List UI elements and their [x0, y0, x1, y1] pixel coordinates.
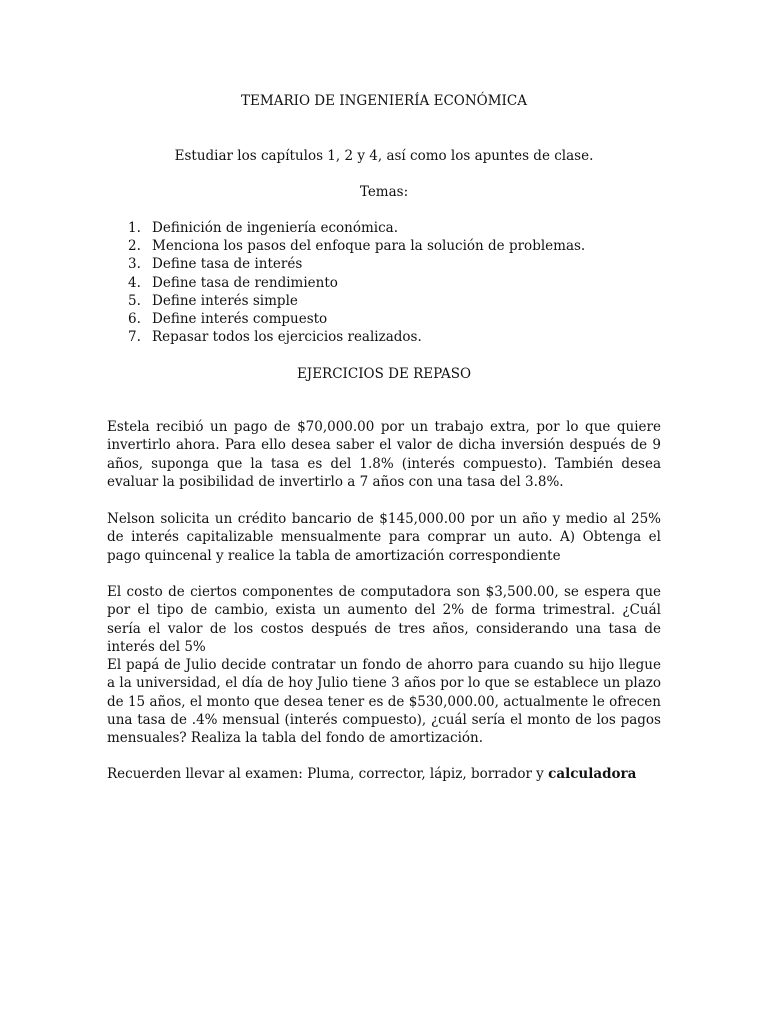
- list-item: [128, 237, 585, 255]
- list-item-text: Define tasa de rendimiento: [152, 274, 338, 291]
- list-item-text: Repasar todos los ejercicios realizados.: [152, 329, 422, 346]
- list-item-number: 3.: [128, 256, 141, 273]
- list-item: [128, 274, 585, 292]
- list-item-text: Definición de ingeniería económica.: [152, 220, 399, 236]
- exercises-heading: EJERCICIOS DE REPASO: [296, 366, 472, 382]
- reminder-text: Recuerden llevar al examen: Pluma, corrector, lápiz, borrador y: [107, 766, 549, 782]
- list-item-number: 4.: [128, 274, 141, 291]
- list-item-number: 7.: [128, 329, 141, 346]
- list-item-number: 2.: [128, 238, 141, 255]
- exercise-paragraph: Estela recibió un pago de $70,000.00 por un trabajo extra, por lo que quiere invertirlo ahora. Para ello desea saber el valor de dicha inversión después de 9 años, suponga que la tasa es del 1.8% (interés compuesto). También desea evaluar la posibilidad de invertirlo a 7 años con una tasa del 3.8%.: [107, 419, 661, 490]
- list-item-text: Menciona los pasos del enfoque para la solución de problemas.: [152, 238, 586, 255]
- list-item: [128, 255, 585, 273]
- list-item-text: Define tasa de interés: [152, 256, 303, 273]
- list-item-text: Define interés compuesto: [152, 311, 328, 328]
- list-item-text: Define interés simple: [152, 292, 298, 309]
- exercise-paragraph: Nelson solicita un crédito bancario de $145,000.00 por un año y medio al 25% de interés capitalizable mensualmente para comprar un auto. A) Obtenga el pago quincenal y realice la tabla de amortización correspondiente: [107, 511, 661, 564]
- list-item: [128, 219, 585, 237]
- list-item-number: 5.: [128, 292, 141, 309]
- list-item: [128, 310, 585, 328]
- intro-text: Estudiar los capítulos 1, 2 y 4, así como los apuntes de clase.: [174, 148, 594, 164]
- list-item: [128, 328, 585, 346]
- topics-list: [128, 219, 585, 346]
- list-item-number: 6.: [128, 311, 141, 328]
- exercise-paragraph: El costo de ciertos componentes de computadora son $3,500.00, se espera que por el tipo de cambio, exista un aumento del 2% de forma trimestral. ¿Cuál sería el valor de los costos después de tres años, considerando una tasa de interés del 5%: [107, 584, 661, 655]
- reminder-bold-text: calculadora: [548, 766, 637, 782]
- exercise-paragraph: El papá de Julio decide contratar un fondo de ahorro para cuando su hijo llegue a la universidad, el día de hoy Julio tiene 3 años por lo que se establece un plazo de 15 años, el monto que desea tener es de $530,000.00, actualmente le ofrecen una tasa de .4% mensual (interés compuesto), ¿cuál sería el monto de los pagos mensuales? Realiza la tabla del fondo de amortización.: [107, 657, 661, 747]
- document-title: TEMARIO DE INGENIERÍA ECONÓMICA: [241, 93, 527, 109]
- list-item: [128, 292, 585, 310]
- list-item-number: 1.: [128, 220, 141, 236]
- topics-heading: Temas:: [359, 184, 409, 200]
- reminder-paragraph: [107, 765, 661, 783]
